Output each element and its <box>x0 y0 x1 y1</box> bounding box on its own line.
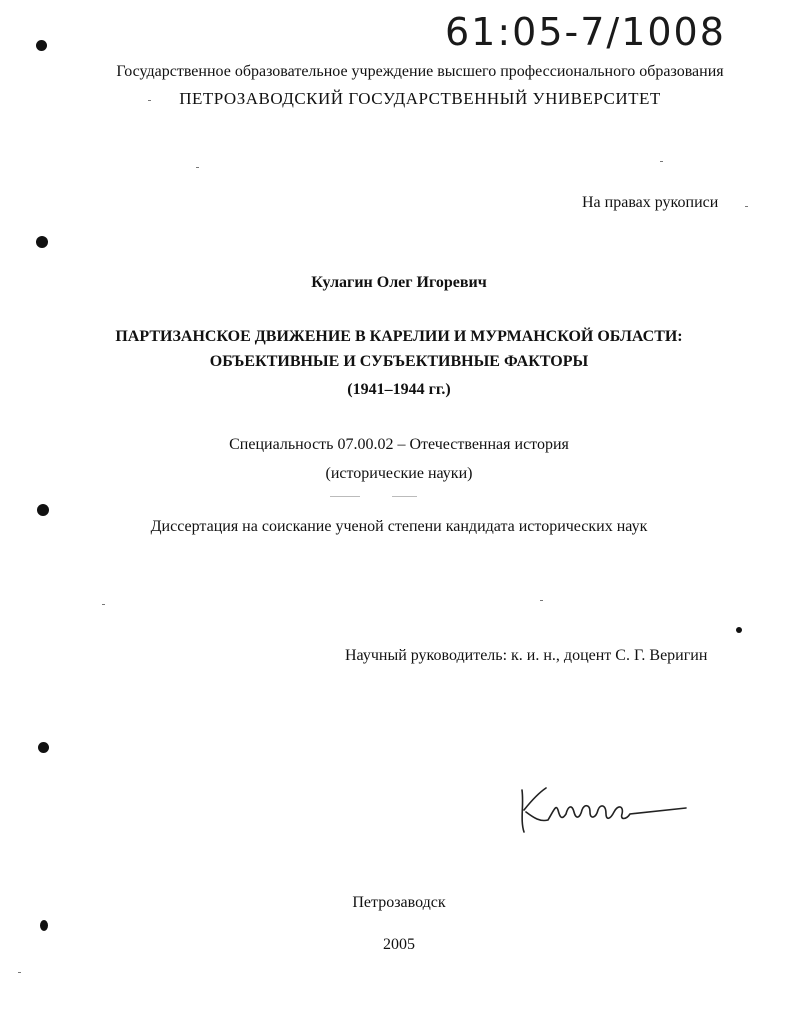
scan-speck <box>660 161 663 162</box>
author-name: Кулагин Олег Игоревич <box>311 274 487 291</box>
university-name: ПЕТРОЗАВОДСКИЙ ГОСУДАРСТВЕННЫЙ УНИВЕРСИТЕТ <box>179 89 661 108</box>
archive-code-handwritten: 61:05-7/1008 <box>445 10 726 54</box>
science-field: (исторические науки) <box>325 465 473 482</box>
author-signature <box>510 770 690 840</box>
manuscript-rights-note: На правах рукописи <box>582 194 719 211</box>
city: Петрозаводск <box>352 894 446 911</box>
title-line-2: ОБЪЕКТИВНЫЕ И СУБЪЕКТИВНЫЕ ФАКТОРЫ <box>209 353 589 370</box>
supervisor-line: Научный руководитель: к. и. н., доцент С. Г. Веригин <box>345 647 708 664</box>
scan-mark <box>37 504 49 516</box>
scan-mark <box>40 920 48 931</box>
scan-mark <box>736 627 742 633</box>
scan-speck <box>102 604 105 605</box>
scan-mark <box>36 40 47 51</box>
scan-mark <box>36 236 48 248</box>
title-years: (1941–1944 гг.) <box>347 381 451 398</box>
institution-line: Государственное образовательное учреждение высшего профессионального образования <box>116 63 724 80</box>
scan-speck <box>18 972 21 973</box>
scan-mark <box>38 742 49 753</box>
scan-speck <box>196 167 199 168</box>
dissertation-type: Диссертация на соискание ученой степени кандидата исторических наук <box>150 518 648 535</box>
scan-speck <box>330 496 360 497</box>
scan-speck <box>148 100 151 101</box>
title-line-1: ПАРТИЗАНСКОЕ ДВИЖЕНИЕ В КАРЕЛИИ И МУРМАНСКОЙ ОБЛАСТИ: <box>115 328 683 345</box>
scan-speck <box>540 600 543 601</box>
scan-speck <box>745 206 748 207</box>
year: 2005 <box>383 936 415 953</box>
scan-speck <box>392 496 417 497</box>
specialty-line: Специальность 07.00.02 – Отечественная история <box>229 436 569 453</box>
